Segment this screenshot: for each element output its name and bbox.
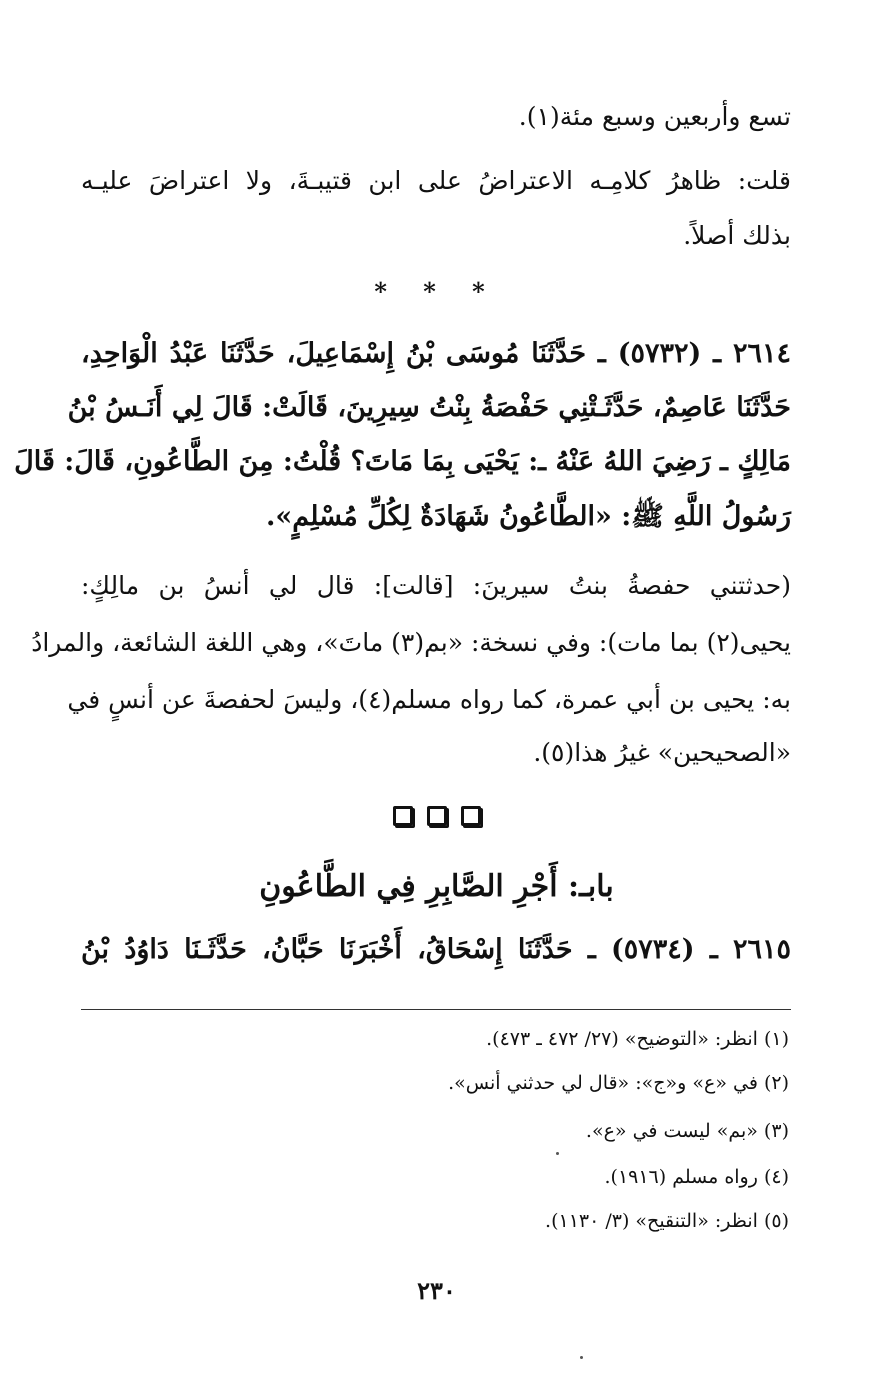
square-ornament-icon: [461, 806, 481, 826]
footnote-4: (٤) رواه مسلم (١٩١٦).: [604, 1166, 789, 1188]
commentary-line-2: يحيى(٢) بما مات): وفي نسخة: «بم(٣) ماتَ»، وهي اللغة الشائعة، والمرادُ: [31, 628, 791, 657]
page-number: ٢٣٠: [417, 1276, 456, 1305]
comment-line-1: قلت: ظاهرُ كلامِـه الاعتراضُ على ابن قتيبـةَ، ولا اعتراضَ عليـه: [81, 166, 791, 195]
comment-line-2: بذلك أصلاً.: [683, 221, 791, 250]
square-ornament-separator: [0, 806, 873, 826]
scan-speck: [580, 1356, 583, 1359]
chapter-title: بابـ: أَجْرِ الصَّابِرِ فِي الطَّاعُونِ: [259, 869, 614, 904]
square-ornament-icon: [393, 806, 413, 826]
hadith-2614-line-2: حَدَّثَنَا عَاصِمٌ، حَدَّثَـتْنِي حَفْصَةُ بِنْتُ سِيرِينَ، قَالَتْ: قَالَ لِي أَنَـسُ بْنُ: [67, 392, 791, 423]
hadith-2615-line-1: ٢٦١٥ ـ (٥٧٣٤) ـ حَدَّثَنَا إِسْحَاقُ، أَخْبَرَنَا حَبَّانُ، حَدَّثَـنَا دَاوُدُ بْنُ: [81, 934, 791, 965]
footnote-1: (١) انظر: «التوضيح» (٢٧/ ٤٧٢ ـ ٤٧٣).: [486, 1028, 789, 1050]
square-ornament-icon: [427, 806, 447, 826]
footnote-2: (٢) في «ع» و«ج»: «قال لي حدثني أنس».: [448, 1072, 789, 1094]
commentary-line-1: (حدثتني حفصةُ بنتُ سيرينَ: [قالت]: قال لي أنسُ بن مالِكٍ:: [81, 571, 791, 600]
hadith-2614-line-1: ٢٦١٤ ـ (٥٧٣٢) ـ حَدَّثَنَا مُوسَى بْنُ إِسْمَاعِيلَ، حَدَّثَنَا عَبْدُ الْوَاحِدِ،: [81, 338, 791, 369]
intro-line: تسع وأربعين وسبع مئة(١).: [518, 102, 791, 131]
footnote-5: (٥) انظر: «التنقيح» (٣/ ١١٣٠).: [545, 1210, 789, 1232]
commentary-line-3: به: يحيى بن أبي عمرة، كما رواه مسلم(٤)، وليسَ لحفصةَ عن أنسٍ في: [67, 685, 791, 714]
hadith-2614-line-4: رَسُولُ اللَّهِ ﷺ: «الطَّاعُونُ شَهَادَةٌ لِكُلِّ مُسْلِمٍ».: [266, 501, 791, 532]
hadith-2614-line-3: مَالِكٍ ـ رَضِيَ اللهُ عَنْهُ ـ: يَحْيَى بِمَا مَاتَ؟ قُلْتُ: مِنَ الطَّاعُونِ، قَالَ: قَالَ: [14, 446, 791, 477]
footnote-divider: [81, 1009, 791, 1010]
footnote-3: (٣) «بم» ليست في «ع».: [585, 1120, 789, 1142]
star-separator: * * *: [374, 277, 499, 306]
commentary-line-4: «الصحيحين» غيرُ هذا(٥).: [533, 738, 791, 767]
scan-speck: [556, 1152, 559, 1155]
